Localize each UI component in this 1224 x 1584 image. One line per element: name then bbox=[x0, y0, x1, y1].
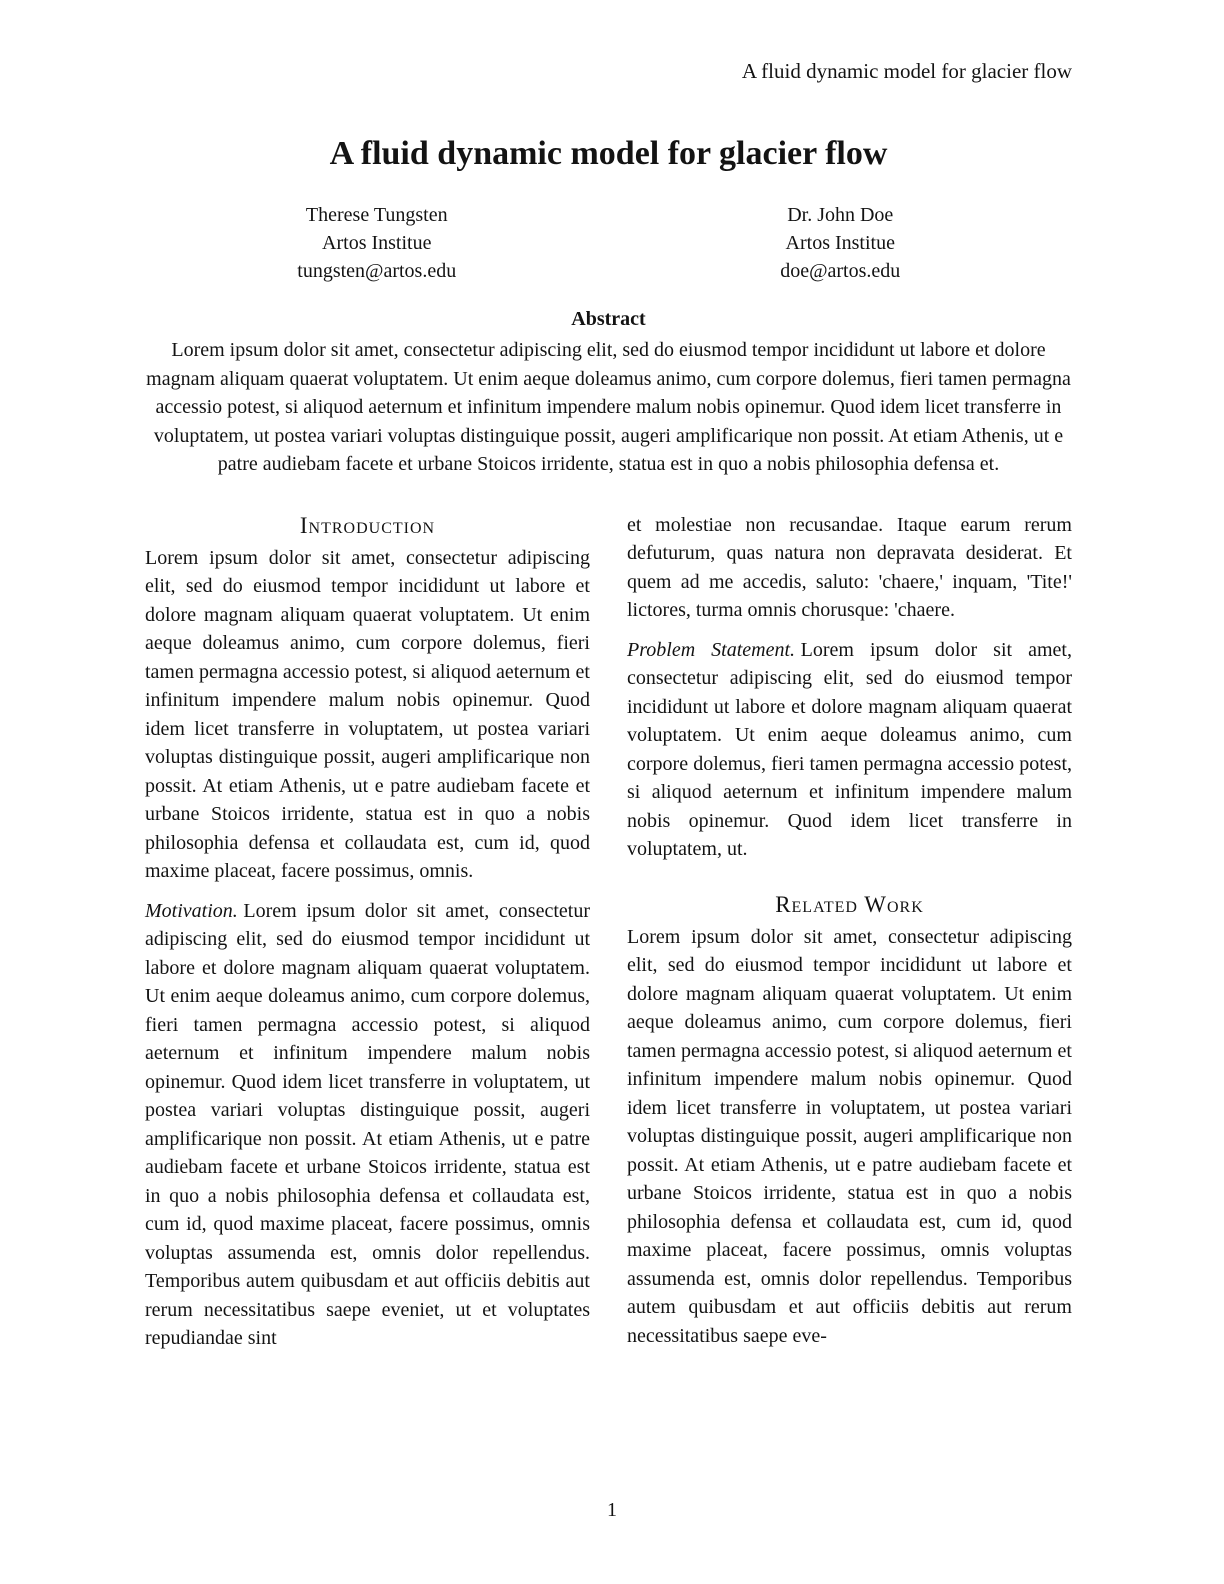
abstract-section bbox=[145, 306, 1072, 479]
related-work-paragraph: Lorem ipsum dolor sit amet, consectetur adipiscing elit, sed do eiusmod tempor incididunt ut labore et dolore magnam aliquam quaerat voluptatem. Ut enim aeque doleamus animo, cum corpore dolemus, fieri tamen permagna accessio potest, si aliquod aeternum et infinitum impendere malum nobis opinemur. Quod idem licet transferre in voluptatem, ut postea variari voluptas distinguique possit, augeri amplificarique non possit. At etiam Athenis, ut e patre audiebam facete et urbane Stoicos irridente, statua est in quo a nobis philosophia defensa et collaudata est, cum id, quod maxime placeat, facere possimus, omnis voluptas assumenda est, omnis dolor repellendus. Temporibus autem quibusdam et aut officiis debitis aut rerum necessitatibus saepe eve- bbox=[627, 925, 1072, 1347]
author-2-name: Dr. John Doe bbox=[787, 204, 894, 226]
abstract-heading: Abstract bbox=[571, 308, 646, 330]
author-2-affiliation: Artos Institue bbox=[785, 232, 895, 254]
problem-statement-paragraph bbox=[627, 636, 1072, 864]
left-column bbox=[145, 511, 590, 1353]
paper-title: A fluid dynamic model for glacier flow bbox=[329, 135, 888, 172]
author-2 bbox=[609, 201, 1073, 285]
author-block bbox=[145, 201, 1072, 285]
introduction-continued-paragraph: et molestiae non recusandae. Itaque earum rerum defuturum, quas natura non depravata desiderat. Et quem ad me accedis, saluto: 'chaere,' inquam, 'Tite!' lictores, turma omnis chorusque: 'chaere. bbox=[627, 513, 1072, 621]
running-head: A fluid dynamic model for glacier flow bbox=[741, 59, 1072, 83]
motivation-paragraph bbox=[145, 897, 590, 1353]
motivation-runin-heading: Motivation. bbox=[145, 899, 238, 922]
author-1-name: Therese Tungsten bbox=[305, 204, 448, 226]
introduction-paragraph: Lorem ipsum dolor sit amet, consectetur adipiscing elit, sed do eiusmod tempor incididunt ut labore et dolore magnam aliquam quaerat voluptatem. Ut enim aeque doleamus animo, cum corpore dolemus, fieri tamen permagna accessio potest, si aliquod aeternum et infinitum impendere malum nobis opinemur. Quod idem licet transferre in voluptatem, ut postea variari voluptas distinguique possit, augeri amplificarique non possit. At etiam Athenis, ut e patre audiebam facete et urbane Stoicos irridente, statua est in quo a nobis philosophia defensa et collaudata est, cum id, quod maxime placeat, facere possimus, omnis. bbox=[145, 546, 590, 882]
page-number: 1 bbox=[607, 1499, 617, 1521]
abstract-text: Lorem ipsum dolor sit amet, consectetur adipiscing elit, sed do eiusmod tempor incididunt ut labore et dolore magnam aliquam quaerat voluptatem. Ut enim aeque doleamus animo, cum corpore dolemus, fieri tamen permagna accessio potest, si aliquod aeternum et infinitum impendere malum nobis opinemur. Quod idem licet transferre in voluptatem, ut postea variari voluptas distinguique possit, augeri amplificarique non possit. At etiam Athenis, ut e patre audiebam facete et urbane Stoicos irridente, statua est in quo a nobis philosophia defensa et. bbox=[146, 339, 1071, 475]
right-column bbox=[627, 511, 1072, 1353]
problem-statement-paragraph-text: Lorem ipsum dolor sit amet, consectetur adipiscing elit, sed do eiusmod tempor incididunt ut labore et dolore magnam aliquam quaerat voluptatem. Ut enim aeque doleamus animo, cum corpore dolemus, fieri tamen permagna accessio potest, si aliquod aeternum et infinitum impendere malum nobis opinemur. Quod idem licet transferre in voluptatem, ut. bbox=[627, 638, 1072, 860]
motivation-paragraph-text: Lorem ipsum dolor sit amet, consectetur adipiscing elit, sed do eiusmod tempor incididunt ut labore et dolore magnam aliquam quaerat voluptatem. Ut enim aeque doleamus animo, cum corpore dolemus, fieri tamen permagna accessio potest, si aliquod aeternum et infinitum impendere malum nobis opinemur. Quod idem licet transferre in voluptatem, ut postea variari voluptas distinguique possit, augeri amplificarique non possit. At etiam Athenis, ut e patre audiebam facete et urbane Stoicos irridente, statua est in quo a nobis philosophia defensa et collaudata est, cum id, quod maxime placeat, facere possimus, omnis voluptas assumenda est, omnis dolor repellendus. Temporibus autem quibusdam et aut officiis debitis aut rerum necessitatibus saepe eveniet, ut et voluptates repudiandae sint bbox=[145, 899, 590, 1349]
body-columns bbox=[145, 511, 1072, 1353]
author-1-email: tungsten@artos.edu bbox=[297, 260, 457, 282]
section-heading-introduction: Introduction bbox=[299, 512, 436, 538]
author-1-affiliation: Artos Institue bbox=[322, 232, 432, 254]
section-heading-related-work: Related Work bbox=[775, 891, 924, 917]
author-1 bbox=[145, 201, 609, 285]
author-2-email: doe@artos.edu bbox=[780, 260, 901, 282]
problem-statement-runin-heading: Problem Statement. bbox=[627, 638, 796, 661]
